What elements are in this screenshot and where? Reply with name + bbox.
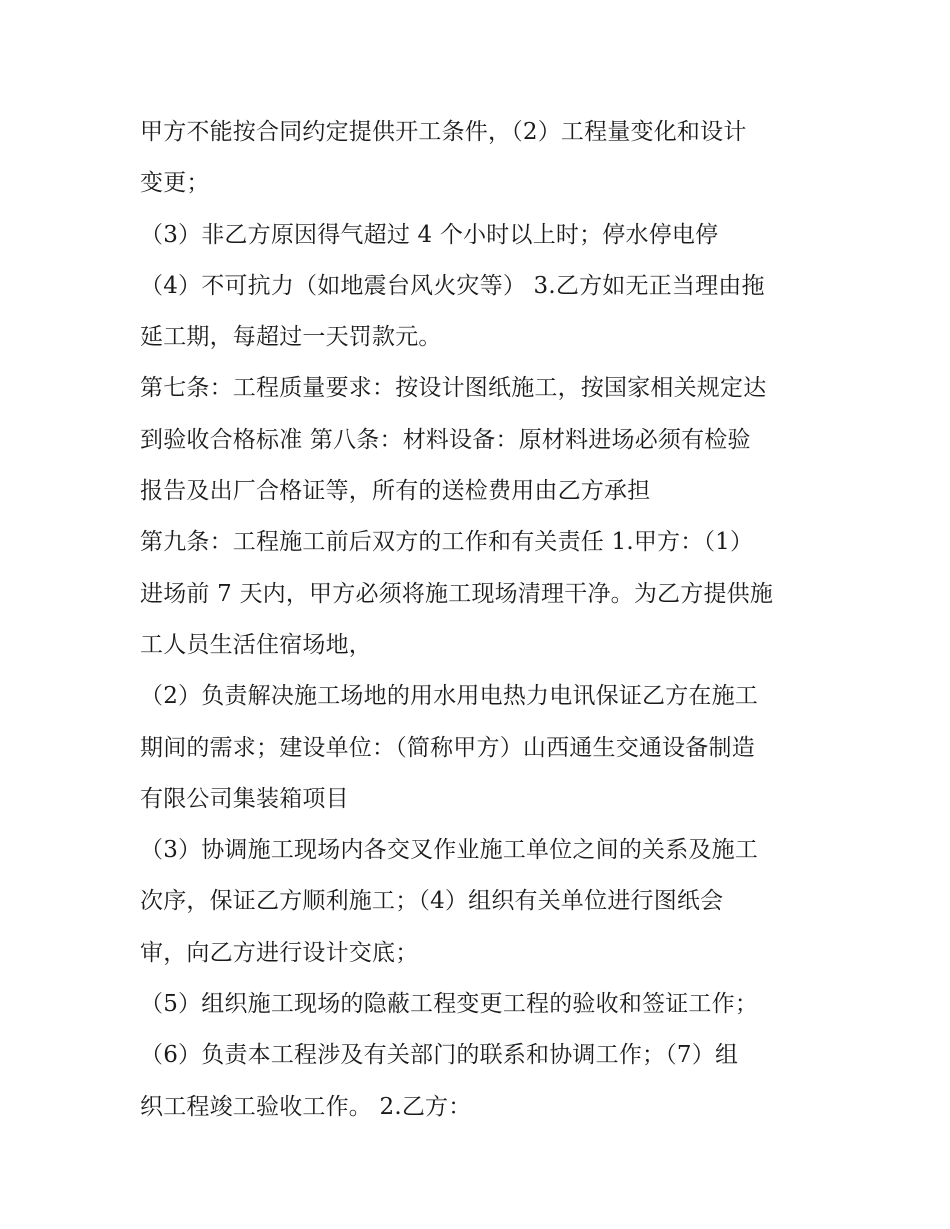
- text-line: （6）负责本工程涉及有关部门的联系和协调工作；（7）组: [140, 1042, 739, 1069]
- text-line: 期间的需求；建设单位：（简称甲方）山西通生交通设备制造: [140, 734, 755, 761]
- text-line: 织工程竣工验收工作。 2.乙方：: [140, 1093, 472, 1120]
- text-line: 工人员生活住宿场地，: [140, 631, 372, 658]
- text-line: （4）不可抗力（如地震台风火灾等） 3.乙方如无正当理由拖: [140, 272, 765, 299]
- text-line: 次序，保证乙方顺利施工；（4）组织有关单位进行图纸会: [140, 888, 724, 915]
- text-line: 变更；: [140, 170, 210, 197]
- text-line: 审，向乙方进行设计交底；: [140, 939, 419, 966]
- text-line: （3）非乙方原因得气超过 4 个小时以上时；停水停电停: [140, 221, 719, 248]
- text-line: 有限公司集装箱项目: [140, 785, 349, 812]
- text-line: 到验收合格标准 第八条：材料设备：原材料进场必须有检验: [140, 426, 751, 453]
- text-line: 进场前 7 天内，甲方必须将施工现场清理干净。为乙方提供施: [140, 580, 774, 607]
- text-line: 第七条：工程质量要求：按设计图纸施工，按国家相关规定达: [140, 375, 767, 402]
- text-line: （2）负责解决施工场地的用水用电热力电讯保证乙方在施工: [140, 683, 759, 710]
- text-line: （3）协调施工现场内各交叉作业施工单位之间的关系及施工: [140, 837, 759, 864]
- text-line: 甲方不能按合同约定提供开工条件，（2）工程量变化和设计: [140, 119, 747, 145]
- text-line: 延工期，每超过一天罚款元。: [140, 324, 442, 351]
- text-line: （5）组织施工现场的隐蔽工程变更工程的验收和签证工作；: [140, 991, 759, 1018]
- text-line: 第九条：工程施工前后双方的工作和有关责任 1.甲方：（1）: [140, 529, 754, 556]
- contract-text-block: [140, 107, 830, 1133]
- text-line: 报告及出厂合格证等，所有的送检费用由乙方承担: [140, 478, 651, 505]
